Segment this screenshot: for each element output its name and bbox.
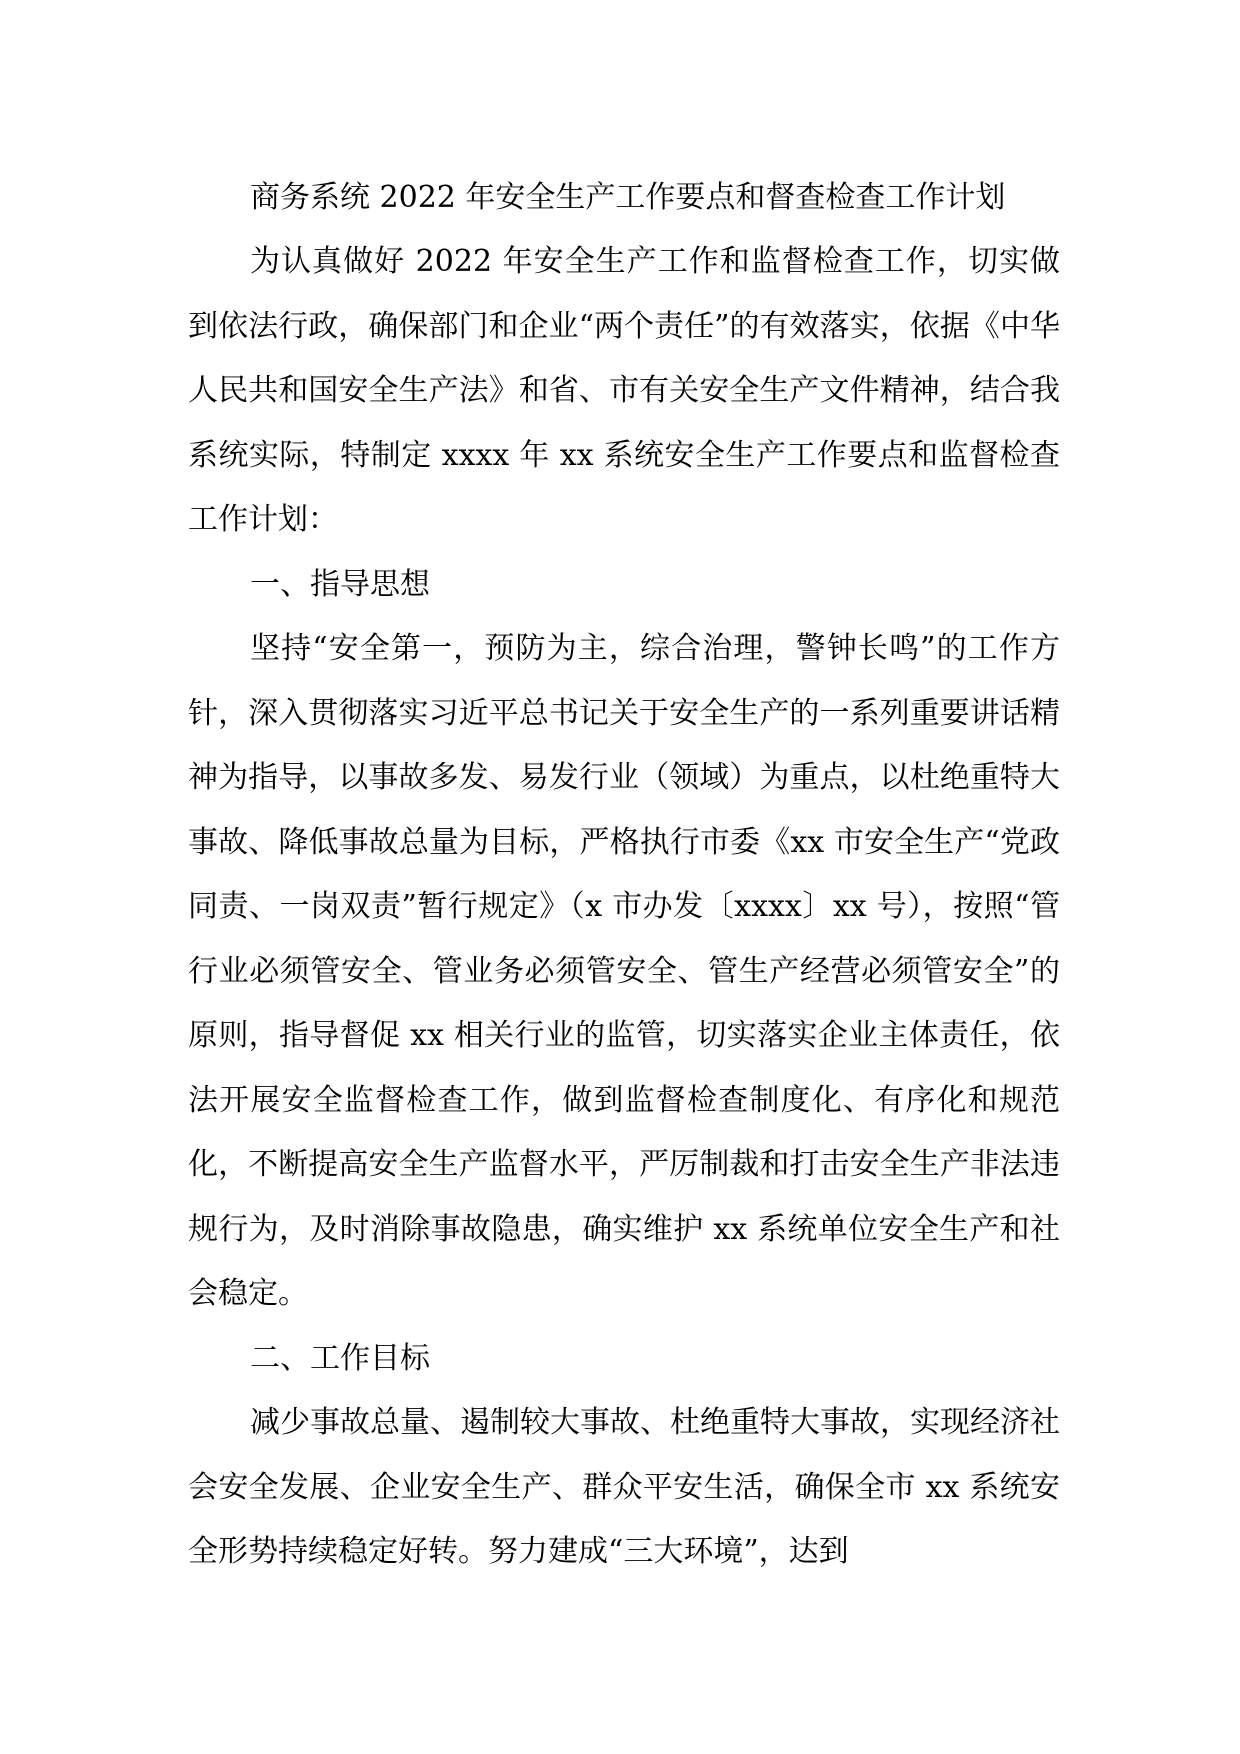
section-heading-guiding-ideology: 一、指导思想: [250, 566, 430, 602]
document-page: [188, 166, 1060, 1585]
intro-paragraph: 为认真做好 2022 年安全生产工作和监督检查工作，切实做到依法行政，确保部门和企业“两个责任”的有效落实，依据《中华人民共和国安全生产法》和省、市有关安全生产文件精神，结合我系统实际，特制定 xxxx 年 xx 系统安全生产工作要点和监督检查工作计划：: [188, 244, 1060, 537]
work-goals-paragraph: 减少事故总量、遏制较大事故、杜绝重特大事故，实现经济社会安全发展、企业安全生产、群众平安生活，确保全市 xx 系统安全形势持续稳定好转。努力建成“三大环境”，达到: [188, 1405, 1060, 1569]
guiding-ideology-paragraph: 坚持“安全第一，预防为主，综合治理，警钟长鸣”的工作方针，深入贯彻落实习近平总书记关于安全生产的一系列重要讲话精神为指导，以事故多发、易发行业（领域）为重点，以杜绝重特大事故、降低事故总量为目标，严格执行市委《xx 市安全生产“党政同责、一岗双责”暂行规定》（x 市办发〔xxxx〕xx 号），按照“管行业必须管安全、管业务必须管安全、管生产经营必须管安全”的原则，指导督促 xx 相关行业的监管，切实落实企业主体责任，依法开展安全监督检查工作，做到监督检查制度化、有序化和规范化，不断提高安全生产监督水平，严厉制裁和打击安全生产非法违规行为，及时消除事故隐患，确实维护 xx 系统单位安全生产和社会稳定。: [188, 631, 1060, 1311]
section-heading-work-goals: 二、工作目标: [250, 1340, 430, 1376]
document-title: 商务系统 2022 年安全生产工作要点和督查检查工作计划: [250, 180, 1006, 215]
